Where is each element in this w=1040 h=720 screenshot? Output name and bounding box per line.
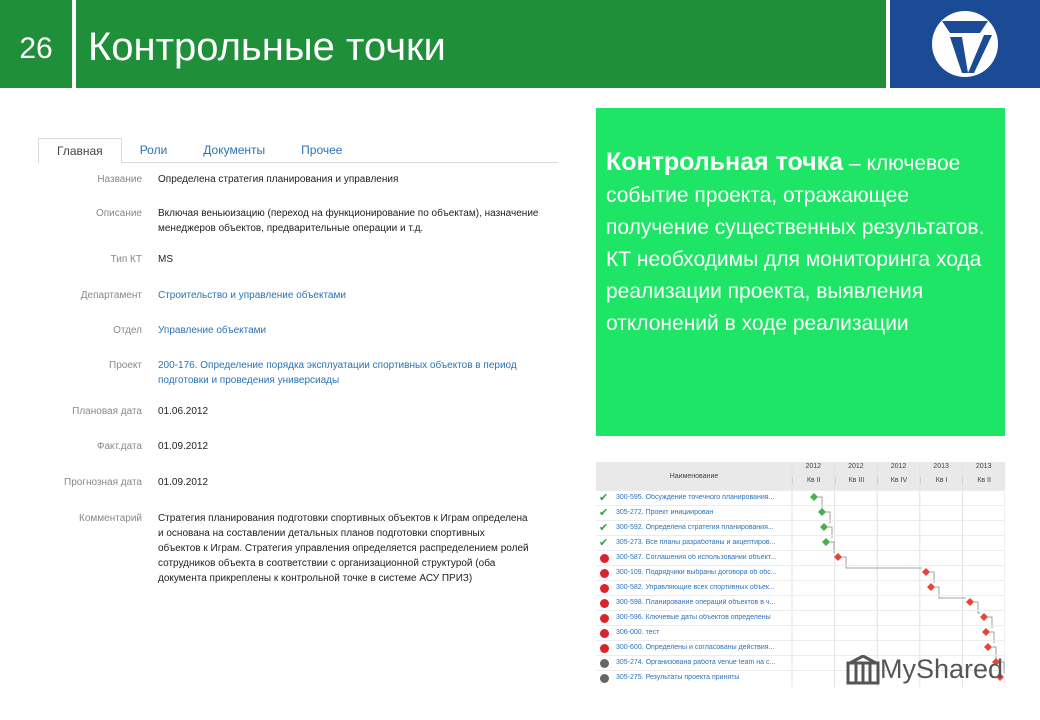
field-label: Название: [97, 174, 142, 185]
status-dot-icon: [600, 659, 609, 668]
gantt-row-name[interactable]: 300-592. Определена стратегия планирования...: [616, 524, 774, 531]
field-project: [60, 358, 560, 388]
gantt-row-name[interactable]: 305-272. Проект инициирован: [616, 509, 714, 516]
definition-text: ключевое событие проекта, отражающее получение существенных результатов. КТ необходимы для мониторинга хода реализации проекта, выявления отклонений в ходе реализации: [606, 152, 985, 335]
definition-dash: –: [843, 152, 867, 175]
tab-other[interactable]: Прочее: [301, 143, 343, 157]
gantt-year: 2012: [848, 463, 864, 470]
gantt-row[interactable]: [596, 520, 1005, 536]
gantt-row-name[interactable]: 300-109. Подрядчики выбраны договора об обс...: [616, 569, 777, 576]
status-dot-icon: [600, 614, 609, 623]
gantt-row-name[interactable]: 300-600. Определены и согласованы действия...: [616, 644, 775, 651]
gantt-year: 2013: [975, 463, 992, 470]
gantt-row-name[interactable]: 300-595. Обсуждение точечного планирования...: [616, 494, 775, 501]
gantt-row[interactable]: [596, 490, 1005, 506]
gantt-row-name[interactable]: 300-596. Ключевые даты объектов определены: [616, 614, 771, 621]
gantt-row-name[interactable]: 300-598. Планирование операций объектов в ч...: [616, 599, 776, 606]
gantt-row-name[interactable]: 305-273. Все планы разработаны и акцептиров...: [616, 539, 776, 546]
field-value: 01.06.2012: [158, 406, 209, 417]
check-icon: ✔: [599, 507, 609, 519]
tab-documents[interactable]: Документы: [203, 143, 266, 157]
field-value: 01.09.2012: [158, 441, 209, 452]
gantt-row[interactable]: [596, 550, 1005, 566]
status-dot-icon: [600, 569, 609, 578]
brand-logo: [890, 0, 1040, 88]
gantt-row-name[interactable]: 305-274. Организована работа venue team на с...: [616, 659, 776, 666]
gantt-row[interactable]: [596, 580, 1005, 596]
field-value: Определена стратегия планирования и управления: [158, 174, 399, 185]
tab-roles[interactable]: Роли: [139, 143, 168, 157]
gantt-quarter: Кв IV: [877, 477, 920, 484]
field-comment: [60, 511, 560, 586]
status-dot-icon: [600, 554, 609, 563]
definition-panel: [596, 108, 1005, 436]
field-value: 01.09.2012: [158, 477, 209, 488]
field-fact-date: [60, 439, 560, 454]
gantt-quarter: Кв I: [920, 477, 963, 484]
status-dot-icon: [600, 584, 609, 593]
gantt-row[interactable]: [596, 610, 1005, 626]
logo-icon: [928, 7, 1002, 81]
field-name: [60, 172, 560, 187]
status-dot-icon: [600, 629, 609, 638]
gantt-row[interactable]: [596, 595, 1005, 611]
field-label: Отдел: [113, 325, 142, 336]
check-icon: ✔: [599, 537, 609, 549]
field-label: Комментарий: [79, 513, 142, 524]
division-link[interactable]: Управление объектами: [158, 325, 267, 336]
gantt-row-name[interactable]: 305-275. Результаты проекта приняты: [616, 674, 740, 681]
slide-title-text: Контрольные точки: [88, 24, 446, 69]
check-icon: ✔: [599, 492, 609, 504]
field-value: MS: [158, 254, 173, 265]
field-type: [60, 252, 560, 267]
status-dot-icon: [600, 674, 609, 683]
field-description: [60, 206, 560, 236]
gantt-row-name[interactable]: 300-582. Управляющие всех спортивных объек...: [616, 584, 775, 591]
slide-title: [76, 0, 886, 88]
gantt-year: 2012: [805, 463, 822, 470]
slide-number: 26: [0, 0, 72, 88]
check-icon: ✔: [599, 522, 609, 534]
gantt-quarter: Кв II: [792, 477, 835, 484]
project-link[interactable]: 200-176. Определение порядка эксплуатации спортивных объектов в период подготовки и проведения универсиады: [158, 360, 517, 386]
gantt-quarter: Кв II: [962, 477, 1005, 484]
gantt-row[interactable]: [596, 625, 1005, 641]
definition-term: Контрольная точка: [606, 148, 844, 176]
field-label: Прогнозная дата: [64, 477, 142, 488]
tab-bar: [38, 138, 558, 163]
gantt-row[interactable]: [596, 535, 1005, 551]
gantt-row[interactable]: [596, 505, 1005, 521]
field-forecast-date: [60, 475, 560, 490]
watermark-text: MyShared: [880, 654, 1004, 684]
gantt-row-name[interactable]: 306-000. тест: [616, 629, 660, 636]
tab-main[interactable]: Главная: [38, 138, 122, 164]
gantt-row[interactable]: [596, 565, 1005, 581]
field-plan-date: [60, 404, 560, 419]
department-link[interactable]: Строительство и управление объектами: [158, 290, 346, 301]
field-label: Проект: [109, 360, 142, 371]
field-label: Описание: [95, 208, 142, 219]
gantt-row-name[interactable]: 300-587. Соглашения об использовании объект...: [616, 554, 776, 561]
gantt-quarter: Кв III: [835, 477, 878, 484]
field-value: Стратегия планирования подготовки спортивных объектов к Играм определена и основана на составлении детальных планов подготовки спортивных объектов к Играм. Стратегия управления определяется распределением ролей сотрудников объекта в соответствии с организационной структурой (оба документа прикреплены к контрольной точке в системе АСУ ПРИЗ): [158, 513, 529, 584]
field-label: Факт.дата: [96, 441, 142, 452]
watermark: [846, 654, 1003, 685]
field-label: Департамент: [80, 290, 142, 301]
gantt-year: 2013: [933, 463, 949, 470]
watermark-icon: [846, 655, 880, 685]
field-label: Тип КТ: [110, 254, 142, 265]
field-value: Включая веньюизацию (переход на функционирование по объектам), назначение менеджеров объектов, предварительные операции и т.д.: [158, 208, 539, 234]
field-department: [60, 288, 560, 303]
status-dot-icon: [600, 644, 609, 653]
gantt-header-name: Наименование: [669, 472, 719, 480]
field-label: Плановая дата: [72, 406, 142, 417]
gantt-year: 2012: [890, 463, 907, 470]
field-division: [60, 323, 560, 338]
status-dot-icon: [600, 599, 609, 608]
